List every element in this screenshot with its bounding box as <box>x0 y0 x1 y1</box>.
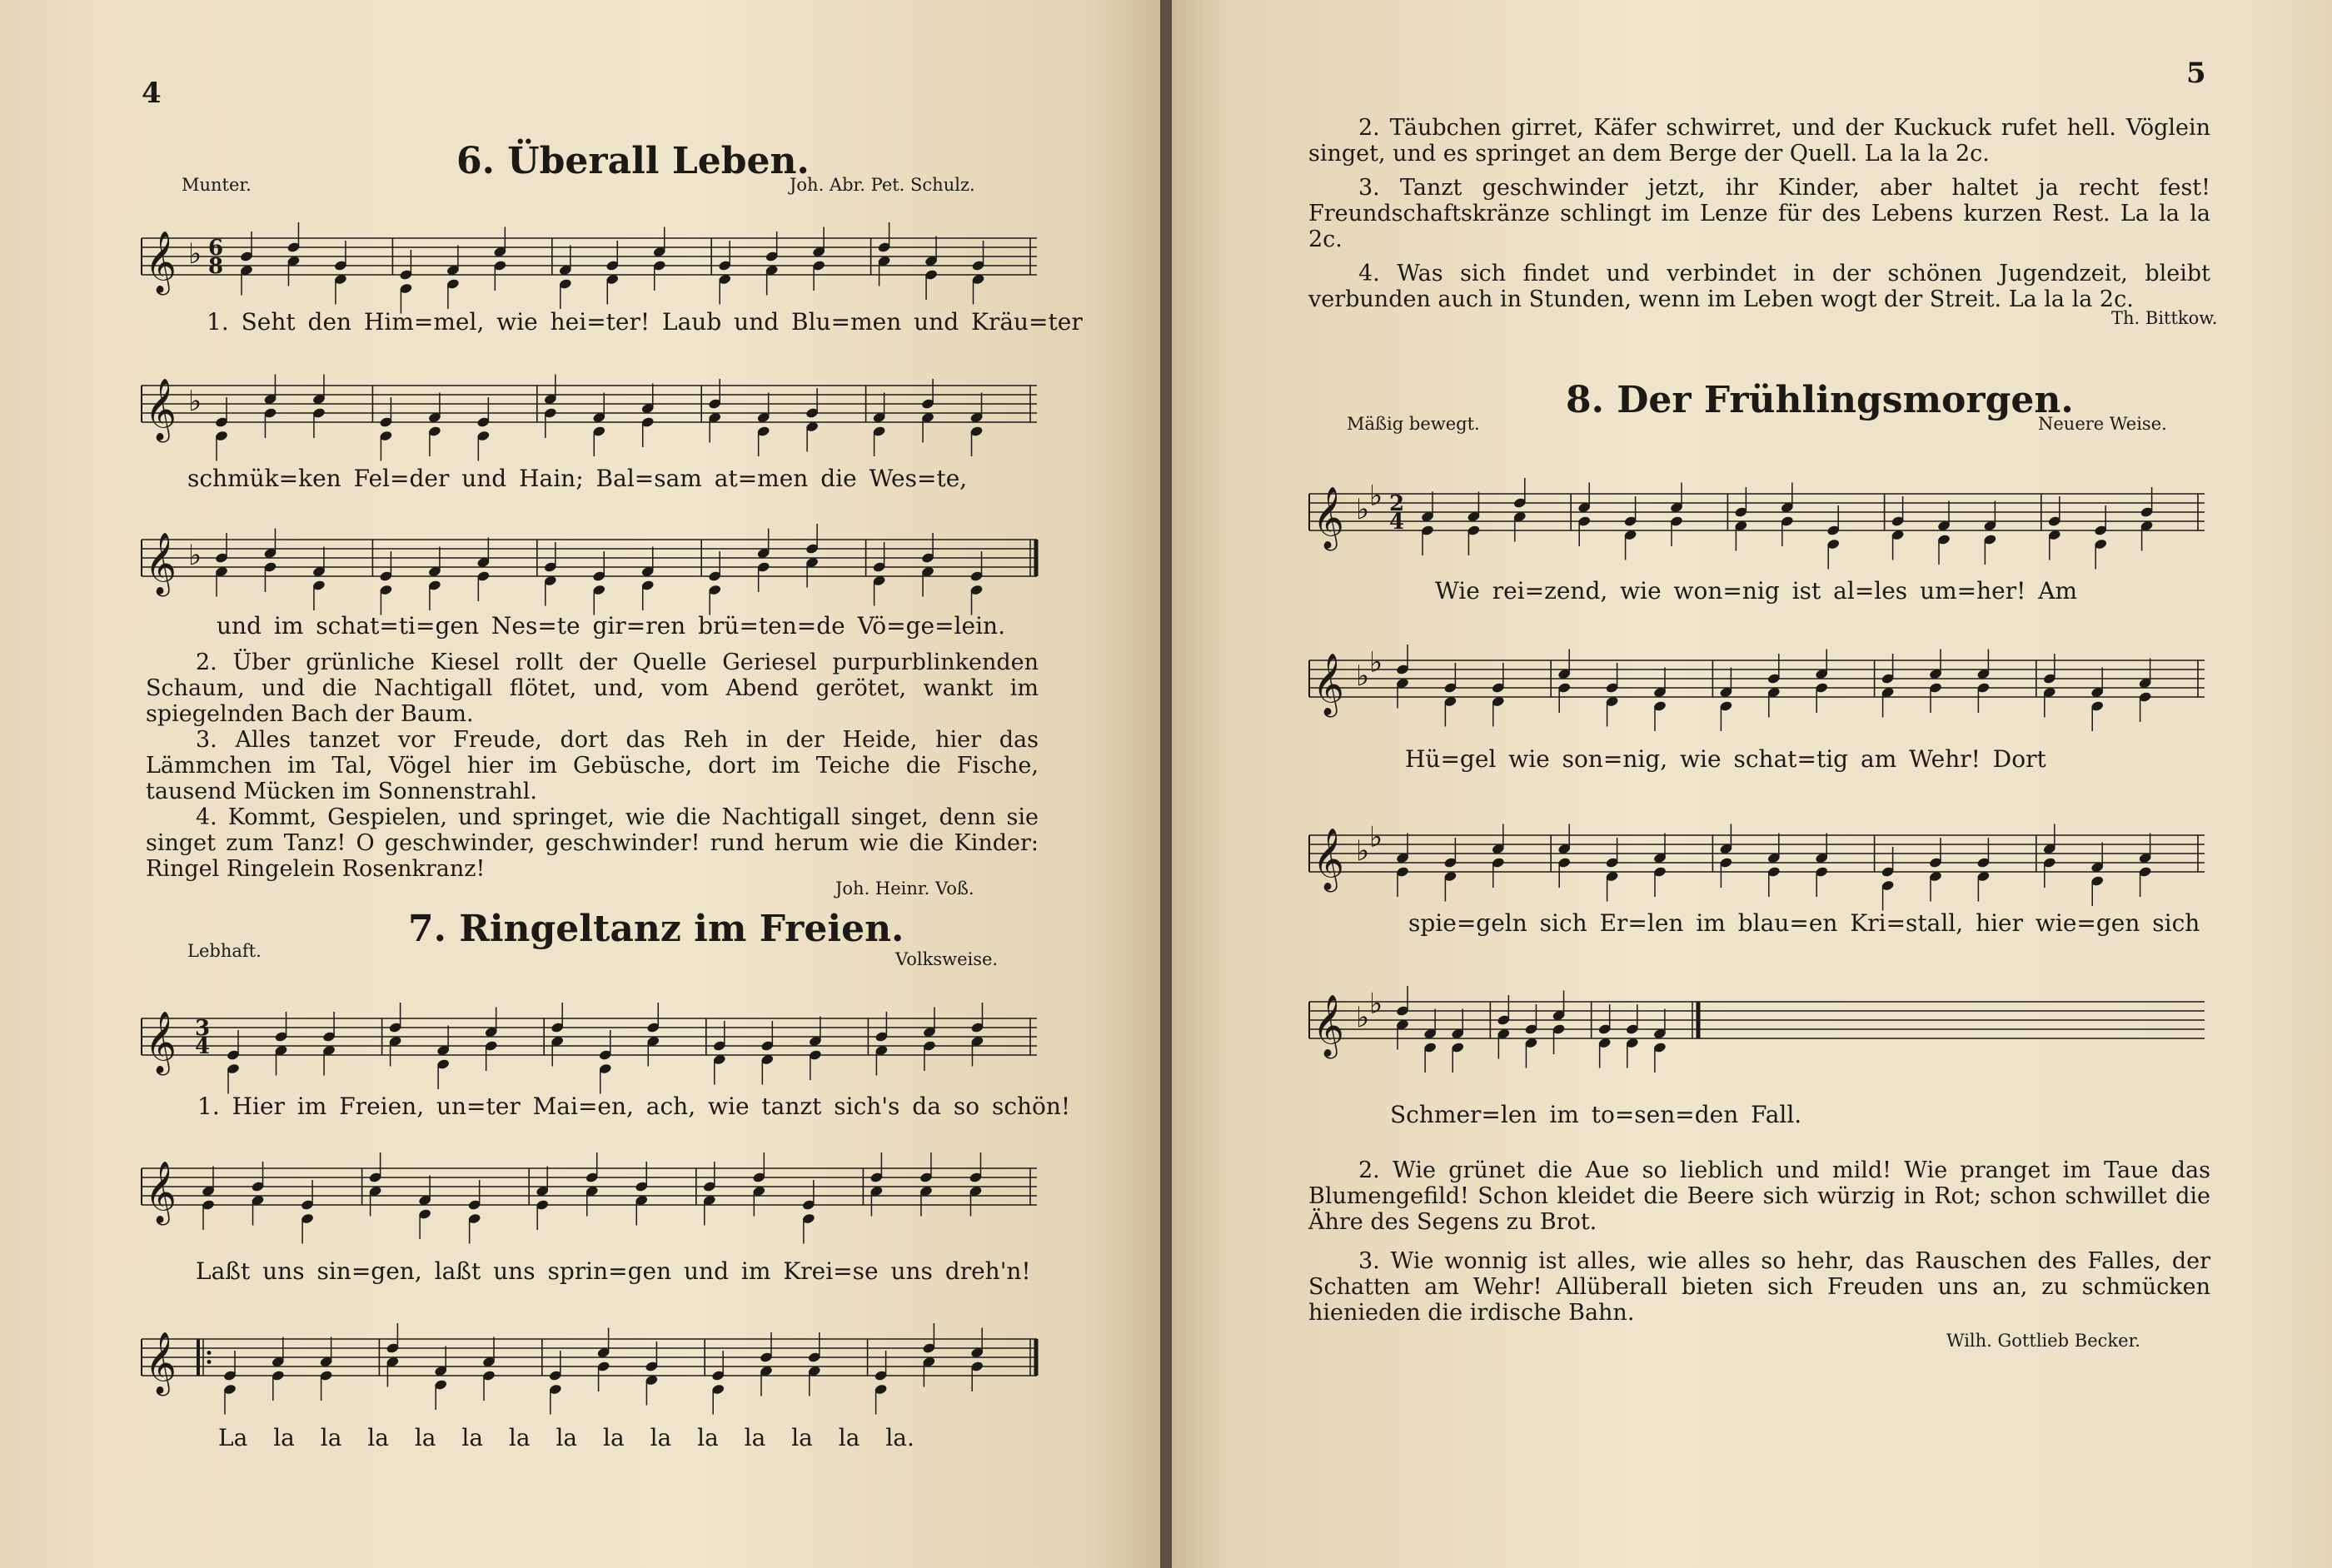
song8-staff-2 <box>1309 645 2205 715</box>
svg-text:6: 6 <box>208 236 224 261</box>
svg-text:𝄞: 𝄞 <box>145 1012 177 1073</box>
book-gutter <box>1160 0 1172 1568</box>
page-number-right: 5 <box>2186 57 2206 90</box>
svg-text:𝄞: 𝄞 <box>145 533 177 595</box>
svg-text:♭: ♭ <box>1356 660 1370 693</box>
song7-lyrics-line-1: 1. Hier im Freien, un=ter Mai=en, ach, wie tanzt sich's da so schön! <box>197 1093 1071 1120</box>
song7-staff-1 <box>142 1003 1037 1073</box>
song7-verse-3: 3. Tanzt geschwinder jetzt, ihr Kinder, aber haltet ja recht fest! Freundschaftskränze schlingt im Lenze für des Lebens kurzen Rest. La la la 2c. <box>1308 175 2210 252</box>
song8-title: 8. Der Frühlingsmorgen. <box>1566 379 2074 421</box>
svg-text:♭: ♭ <box>188 539 202 572</box>
right-page <box>1172 0 2332 1568</box>
song7-composer: Volksweise. <box>895 949 999 969</box>
song8-lyrics-line-1: Wie rei=zend, wie won=nig ist al=les um=her! Am <box>1435 577 2078 605</box>
svg-text:♭: ♭ <box>1356 1001 1370 1034</box>
left-page <box>0 0 1160 1568</box>
song7-verse-4: 4. Was sich findet und verbindet in der schönen Jugendzeit, bleibt verbunden auch in Stunden, wenn im Leben wogt der Streit. La la la 2c. <box>1308 261 2210 312</box>
song6-title: 6. Überall Leben. <box>456 140 810 182</box>
song7-title: 7. Ringeltanz im Freien. <box>408 908 904 950</box>
song6-verse-3: 3. Alles tanzet vor Freude, dort das Reh in der Heide, hier das Lämmchen im Tal, Vögel hier im Gebüsche, dort im Teiche die Fische, tausend Mücken im Sonnenstrahl. <box>146 727 1039 804</box>
svg-text:2: 2 <box>1389 491 1405 516</box>
svg-text:𝄞: 𝄞 <box>145 379 177 441</box>
song6-tempo: Munter. <box>182 175 252 195</box>
song8-staff-4 <box>1309 987 2205 1057</box>
svg-text:♭: ♭ <box>1369 479 1383 513</box>
svg-text:𝄞: 𝄞 <box>145 231 177 293</box>
song7-author: Th. Bittkow. <box>2111 308 2218 328</box>
song6-staff-2 <box>142 371 1037 441</box>
song7-verse-2: 2. Täubchen girret, Käfer schwirret, und der Kuckuck rufet hell. Vöglein singet, und es springet an dem Berge der Quell. La la la 2c. <box>1308 115 2210 167</box>
song6-composer: Joh. Abr. Pet. Schulz. <box>790 175 975 195</box>
svg-text:♭: ♭ <box>1369 645 1383 679</box>
song7-tempo: Lebhaft. <box>187 941 262 961</box>
song7-lyrics-line-2: Laßt uns sin=gen, laßt uns sprin=gen und im Krei=se uns dreh'n! <box>196 1257 1031 1285</box>
svg-text:♭: ♭ <box>188 385 202 418</box>
page-number-left: 4 <box>142 77 162 110</box>
song8-verse-2: 2. Wie grünet die Aue so lieblich und mild! Wie pranget im Taue das Blumengefild! Schon kleidet die Beere sich würzig in Rot; schon schwillet die Ähre des Segens zu Brot. <box>1308 1157 2210 1235</box>
svg-text:♭: ♭ <box>188 237 202 271</box>
song7-lyrics-line-3: La la la la la la la la la la la la la la la. <box>218 1424 914 1451</box>
svg-text:♭: ♭ <box>1356 834 1370 868</box>
svg-text:𝄞: 𝄞 <box>1313 829 1344 890</box>
song8-lyrics-line-3: spie=geln sich Er=len im blau=en Kri=stall, hier wie=gen sich <box>1408 909 2200 937</box>
song7-verses-continued <box>1308 115 2210 312</box>
song8-lyrics-line-4: Schmer=len im to=sen=den Fall. <box>1390 1101 1802 1128</box>
song6-lyrics-line-2: schmük=ken Fel=der und Hain; Bal=sam at=men die Wes=te, <box>187 465 968 492</box>
svg-text:𝄞: 𝄞 <box>1313 487 1344 549</box>
song7-staff-3 <box>142 1324 1037 1394</box>
song6-staff-1 <box>142 223 1037 293</box>
song8-composer: Neuere Weise. <box>2038 414 2167 434</box>
svg-text:𝄞: 𝄞 <box>145 1162 177 1223</box>
svg-text:4: 4 <box>195 1034 211 1059</box>
song8-verses <box>1308 1157 2210 1326</box>
song8-author: Wilh. Gottlieb Becker. <box>1946 1331 2140 1351</box>
svg-text:8: 8 <box>208 254 224 279</box>
song6-verse-2: 2. Über grünliche Kiesel rollt der Quelle Geriesel purpurblinkenden Schaum, und die Nachtigall flötet, und, vom Abend gerötet, wankt im spiegelnden Bach der Baum. <box>146 650 1039 727</box>
song6-staff-3 <box>142 525 1037 595</box>
song8-tempo: Mäßig bewegt. <box>1347 414 1480 434</box>
svg-text:♭: ♭ <box>1356 493 1370 526</box>
song8-lyrics-line-2: Hü=gel wie son=nig, wie schat=tig am Wehr! Dort <box>1405 745 2046 773</box>
song8-staff-1 <box>1309 479 2205 549</box>
song6-lyrics-line-3: und im schat=ti=gen Nes=te gir=ren brü=ten=de Vö=ge=lein. <box>217 612 1005 640</box>
song6-author: Joh. Heinr. Voß. <box>835 879 974 898</box>
song7-staff-2 <box>142 1153 1037 1223</box>
svg-text:♭: ♭ <box>1369 820 1383 854</box>
song6-verses <box>146 650 1039 882</box>
song6-lyrics-line-1: 1. Seht den Him=mel, wie hei=ter! Laub und Blu=men und Kräu=ter <box>207 308 1083 336</box>
svg-text:𝄞: 𝄞 <box>1313 654 1344 715</box>
svg-text:3: 3 <box>195 1016 211 1041</box>
svg-text:4: 4 <box>1389 510 1405 535</box>
svg-text:𝄞: 𝄞 <box>1313 995 1344 1057</box>
song6-verse-4: 4. Kommt, Gespielen, und springet, wie die Nachtigall singet, denn sie singet zum Tanz! O geschwinder, geschwinder! rund herum wie die Kinder: Ringel Ringelein Rosenkranz! <box>146 804 1039 882</box>
song8-staff-3 <box>1309 820 2205 890</box>
svg-text:♭: ♭ <box>1369 987 1383 1021</box>
svg-text:𝄞: 𝄞 <box>145 1332 177 1394</box>
song8-verse-3: 3. Wie wonnig ist alles, wie alles so hehr, das Rauschen des Falles, der Schatten am Wehr! Allüberall bieten sich Freuden uns an, zu schmücken hienieden die irdische Bahn. <box>1308 1248 2210 1326</box>
